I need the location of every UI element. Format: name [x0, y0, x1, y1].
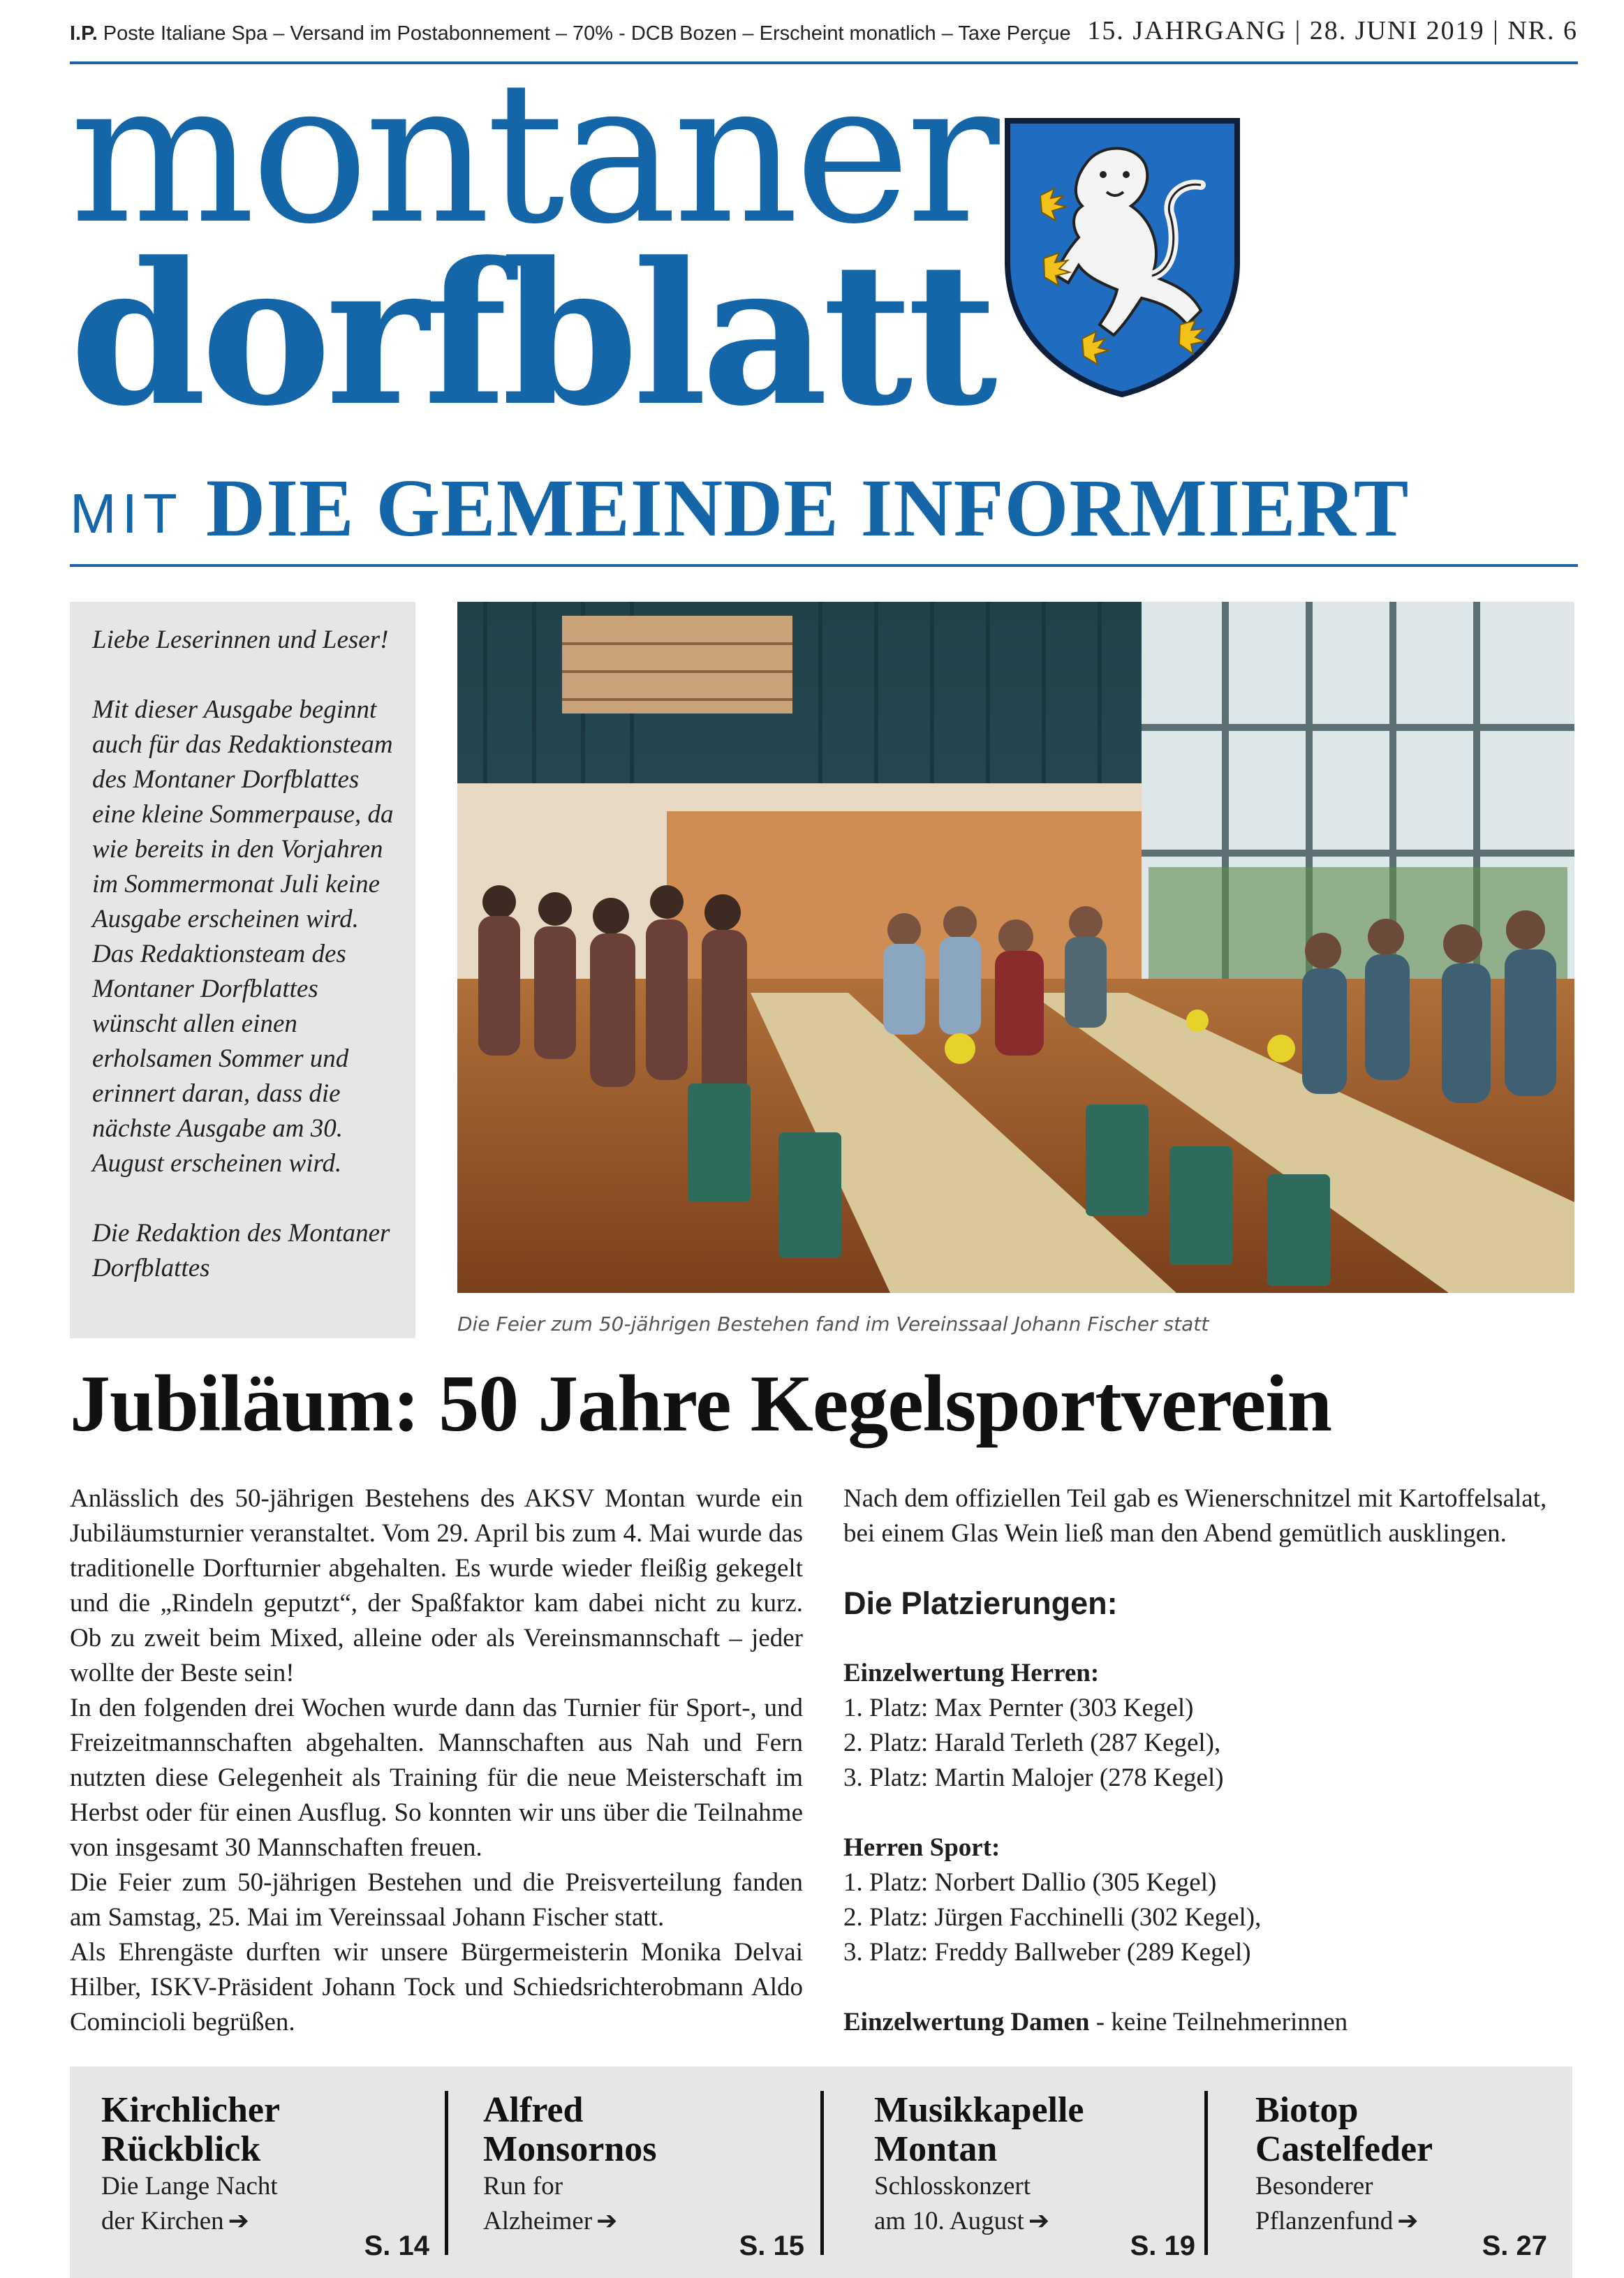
teaser-subtitle: Pflanzenfund [1255, 2207, 1394, 2235]
teaser-biotop-castelfeder[interactable] [1255, 2091, 1547, 2262]
teaser-page: S. 19 [1130, 2231, 1195, 2261]
teaser-title: Biotop [1255, 2090, 1359, 2130]
placement-item: 3. Platz: Martin Malojer (278 Kegel) [843, 1763, 1224, 1792]
placement-group-herren [843, 1656, 1584, 1796]
teaser-alfred-monsornos[interactable] [483, 2091, 804, 2262]
teaser-page: S. 14 [364, 2231, 429, 2261]
placement-item: 2. Platz: Jürgen Facchinelli (302 Kegel), [843, 1903, 1262, 1932]
teaser-subtitle: Run for [483, 2172, 563, 2201]
postal-bold: I.P. [70, 22, 98, 45]
coat-of-arms-lion-icon [1002, 115, 1243, 398]
placement-item: 1. Platz: Max Pernter (303 Kegel) [843, 1694, 1194, 1722]
arrow-right-icon: ➔ [1028, 2207, 1049, 2235]
article-right-column [843, 1481, 1584, 2040]
placement-item: 3. Platz: Freddy Ballweber (289 Kegel) [843, 1938, 1251, 1967]
masthead-mit: MIT [70, 482, 183, 545]
teaser-divider [1204, 2091, 1208, 2255]
teaser-page: S. 15 [739, 2231, 804, 2261]
placement-group-herren-sport [843, 1830, 1584, 1970]
article-headline: Jubiläum: 50 Jahre Kegelsportverein [70, 1359, 1331, 1449]
placement-item: 2. Platz: Harald Terleth (287 Kegel), [843, 1729, 1221, 1757]
placement-group-title: Einzelwertung Herren: [843, 1659, 1100, 1687]
editorial-greeting: Liebe Leserinnen und Leser! [92, 626, 389, 654]
arrow-right-icon: ➔ [596, 2207, 618, 2235]
teaser-title: Kirchlicher [101, 2090, 281, 2130]
article-paragraph: Als Ehrengäste durften wir unsere Bürgermeisterin Monika Delvai Hilber, ISKV-Präsident Johann Tock und Schiedsrichterobmann Aldo Comincioli begrüßen. [70, 1938, 803, 2036]
teaser-divider [445, 2091, 448, 2255]
teaser-title: Rückblick [101, 2129, 261, 2169]
teaser-subtitle: am 10. August [874, 2207, 1024, 2235]
teaser-title: Musikkapelle [874, 2090, 1084, 2130]
article-paragraph: In den folgenden drei Wochen wurde dann das Turnier für Sport-, und Freizeitmannschaften abgehalten. Mannschaften aus Nah und Fern nutzten diese Gelegenheit als Training für die neue Meisterschaft im Herbst oder für einen Ausflug. So konnten wir uns über die Teilnahme von insgesamt 30 Mannschaften freuen. [70, 1694, 803, 1862]
article-paragraph: Anlässlich des 50-jährigen Bestehens des AKSV Montan wurde ein Jubiläumsturnier veranstaltet. Vom 29. April bis zum 4. Mai wurde das traditionelle Dorfturnier abgehalten. Es wurde wieder fleißig gekegelt und die „Rindeln geputzt“, der Spaßfaktor kam dabei nicht zu kurz. Ob zu zweit beim Mixed, alleine oder als Vereinsmannschaft – jeder wollte der Beste sein! [70, 1484, 803, 1687]
editorial-box [70, 602, 415, 1338]
issue-info: 15. JAHRGANG | 28. JUNI 2019 | NR. 6 [1087, 16, 1578, 45]
photo-caption: Die Feier zum 50-jährigen Bestehen fand im Vereinssaal Johann Fischer statt [457, 1312, 1209, 1336]
teaser-subtitle: Die Lange Nacht [101, 2172, 278, 2201]
teaser-divider [820, 2091, 824, 2255]
teaser-subtitle: Schlosskonzert [874, 2172, 1031, 2201]
editorial-signature: Die Redaktion des Montaner Dorfblattes [92, 1219, 390, 1282]
placement-group-title: Herren Sport: [843, 1833, 1001, 1862]
teaser-title: Castelfeder [1255, 2129, 1433, 2169]
postal-text: Poste Italiane Spa – Versand im Postabonnement – 70% - DCB Bozen – Erscheint monatlich – Taxe Perçue [103, 22, 1071, 45]
arrow-right-icon: ➔ [228, 2207, 249, 2235]
teaser-title: Alfred [483, 2090, 584, 2130]
article-left-column [70, 1481, 803, 2040]
teaser-title: Monsornos [483, 2129, 657, 2169]
placement-item: 1. Platz: Norbert Dallio (305 Kegel) [843, 1868, 1217, 1897]
teaser-subtitle: der Kirchen [101, 2207, 224, 2235]
teaser-subtitle: Besonderer [1255, 2172, 1373, 2201]
teaser-title: Montan [874, 2129, 998, 2169]
teaser-kirchlicher-rueckblick[interactable] [101, 2091, 429, 2262]
editorial-body: Mit dieser Ausgabe beginnt auch für das Redaktionsteam des Montaner Dorfblattes eine kleine Sommerpause, da wie bereits in den Vorjahren im Sommermonat Juli keine Ausgabe erscheinen wird. Das Redaktionsteam des Montaner Dorfblattes wünscht allen einen erholsamen Sommer und erinnert daran, dass die nächste Ausgabe am 30. August erscheinen wird. [92, 695, 394, 1178]
placement-group-damen [843, 2005, 1584, 2040]
teaser-bar [70, 2066, 1572, 2278]
masthead-line1: montaner [70, 40, 996, 267]
article-intro: Nach dem offiziellen Teil gab es Wienerschnitzel mit Kartoffelsalat, bei einem Glas Wein ließ man den Abend gemütlich ausklingen. [843, 1484, 1547, 1548]
placements-title: Die Platzierungen: [843, 1585, 1118, 1621]
teaser-subtitle: Alzheimer [483, 2207, 593, 2235]
masthead-rule [70, 564, 1578, 567]
arrow-right-icon: ➔ [1397, 2207, 1419, 2235]
teaser-page: S. 27 [1482, 2231, 1547, 2261]
placement-note: - keine Teilnehmerinnen [1089, 2008, 1348, 2036]
event-photo [457, 602, 1574, 1293]
placement-group-title: Einzelwertung Damen [843, 2008, 1090, 2036]
article-paragraph: Die Feier zum 50-jährigen Bestehen und die Preisverteilung fanden am Samstag, 25. Mai im Vereinssaal Johann Fischer statt. [70, 1868, 803, 1932]
masthead-line2: dorfblatt [70, 220, 992, 450]
teaser-musikkapelle-montan[interactable] [874, 2091, 1195, 2262]
supplement-title: DIE GEMEINDE INFORMIERT [206, 462, 1410, 554]
